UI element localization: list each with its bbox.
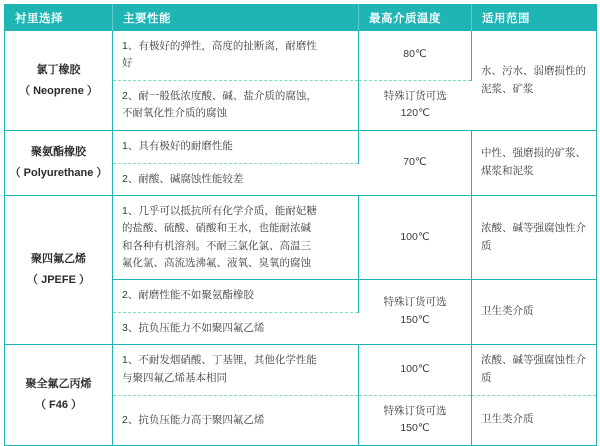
cell-max-temperature: 特殊订货可选 150℃ xyxy=(359,280,472,345)
liner-name-en: （ F46 ） xyxy=(34,399,83,411)
cell-performance: 3、抗负压能力不如聚四氟乙烯 xyxy=(113,312,359,344)
table-row xyxy=(5,131,597,163)
table-body xyxy=(5,31,597,446)
cell-performance: 1、有极好的弹性，高度的扯断离，耐磨性 好 xyxy=(113,31,359,80)
column-header-max-temperature: 最高介质温度 xyxy=(359,5,472,32)
cell-liner-name xyxy=(5,131,113,196)
cell-application-scope: 浓酸、碱等强腐蚀性介 质 xyxy=(472,195,597,279)
liner-name-cn: 氯丁橡胶 xyxy=(36,63,81,76)
liner-name-cn: 聚四氟乙烯 xyxy=(31,252,86,265)
cell-application-scope: 中性、强磨损的矿浆、 煤浆和泥浆 xyxy=(472,131,597,196)
column-header-performance: 主要性能 xyxy=(113,5,359,32)
liner-name-en: （ JPEFE ） xyxy=(27,273,90,286)
cell-max-temperature: 100℃ xyxy=(359,344,472,395)
cell-application-scope: 浓酸、碱等强腐蚀性介 质 xyxy=(472,344,597,395)
liner-name-cn: 聚氨酯橡胶 xyxy=(31,146,86,159)
cell-performance: 2、耐磨性能不如聚氨酯橡胶 xyxy=(113,280,359,312)
liner-name-en: （ Neoprene ） xyxy=(19,84,98,97)
cell-performance: 2、耐酸、碱腐蚀性能较差 xyxy=(113,163,359,195)
cell-performance: 1、几乎可以抵抗所有化学介质，能耐妃糖 的盐酸、硫酸、硝酸和王水，也能耐浓碱 和各种有机溶剂。不耐三氯化氯、高温三 氟化氯、高流选沸氟、液氧、臭氧的腐蚀 xyxy=(113,195,359,279)
cell-max-temperature: 特殊订货可选 150℃ xyxy=(359,395,472,446)
cell-liner-name xyxy=(5,344,113,445)
liner-selection-table xyxy=(4,4,597,446)
liner-name-cn: 聚全氟乙丙烯 xyxy=(25,378,92,391)
column-header-liner: 衬里选择 xyxy=(5,5,113,32)
table-row xyxy=(5,344,597,395)
table-row xyxy=(5,31,597,80)
cell-performance: 1、不耐发烟硝酸、丁基锂，其他化学性能 与聚四氟乙烯基本相同 xyxy=(113,344,359,395)
cell-max-temperature: 70℃ xyxy=(359,131,472,196)
cell-performance: 2、抗负压能力高于聚四氟乙烯 xyxy=(113,395,359,446)
table-header xyxy=(5,5,597,32)
cell-liner-name xyxy=(5,195,113,344)
cell-performance: 2、耐一般低浓度酸、碱、盐介质的腐蚀， 不耐氧化性介质的腐蚀 xyxy=(113,80,359,131)
liner-name-en: （ Polyurethane ） xyxy=(9,167,108,180)
table-row xyxy=(5,195,597,279)
header-row xyxy=(5,5,597,32)
cell-liner-name xyxy=(5,31,113,131)
cell-application-scope: 卫生类介质 xyxy=(472,280,597,345)
cell-performance: 1、具有极好的耐磨性能 xyxy=(113,131,359,163)
cell-application-scope: 卫生类介质 xyxy=(481,413,534,426)
column-header-application-scope: 适用范围 xyxy=(472,5,597,32)
cell-max-temperature: 特殊订货可选 120℃ xyxy=(359,80,472,131)
cell-application-scope: 水、污水、弱磨损性的 泥浆、矿浆 xyxy=(472,31,597,131)
cell-max-temperature: 80℃ xyxy=(359,31,472,80)
cell-max-temperature: 100℃ xyxy=(359,195,472,279)
